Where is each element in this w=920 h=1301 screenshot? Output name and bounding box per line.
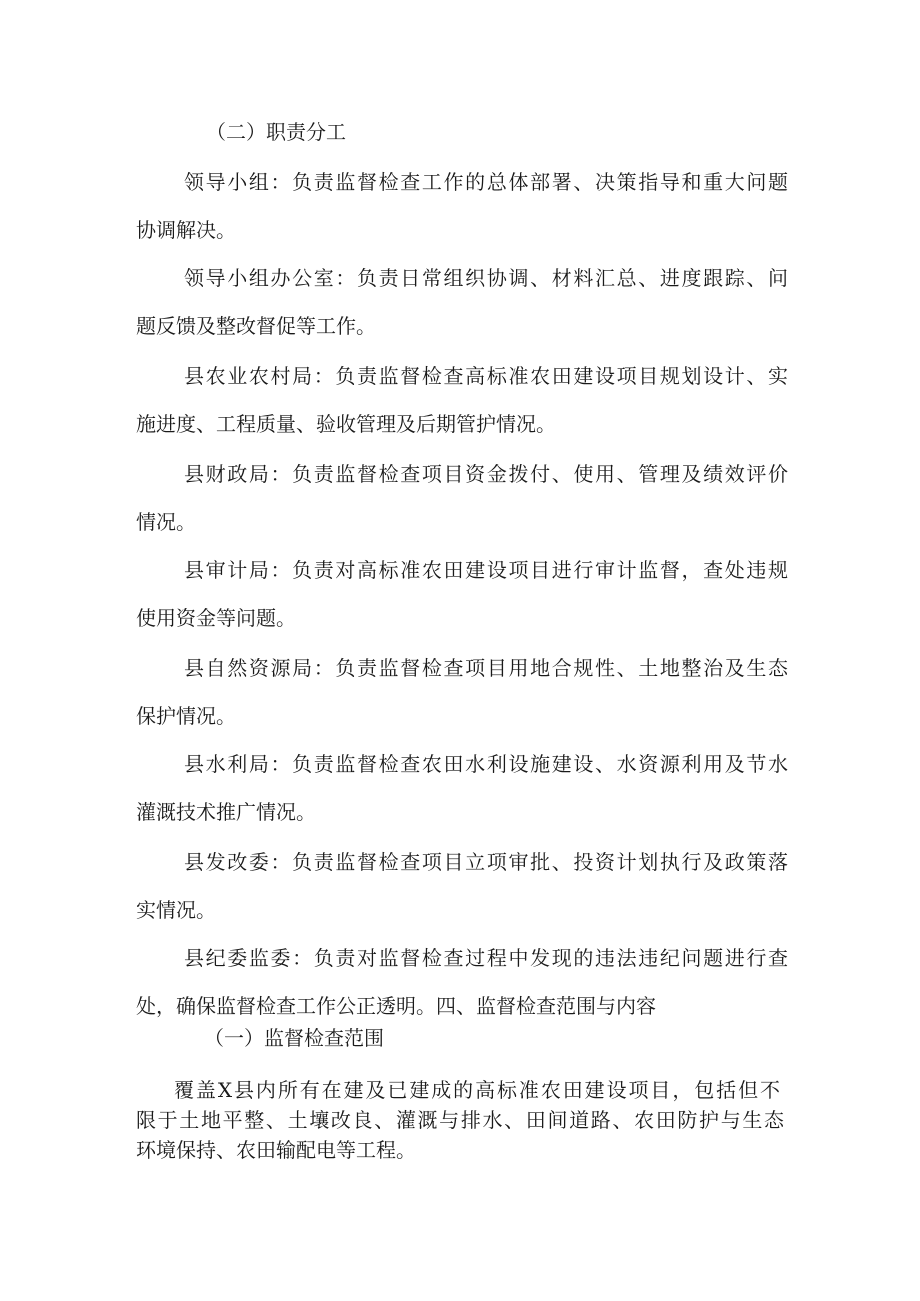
paragraph-line: 领导小组办公室：负责日常组织协调、材料汇总、进度跟踪、问 xyxy=(184,266,788,290)
paragraph-line: 限于土地平整、土壤改良、灌溉与排水、田间道路、农田防护与生态 xyxy=(136,1108,784,1132)
paragraph-line: 县水利局：负责监督检查农田水利设施建设、水资源利用及节水 xyxy=(184,752,788,776)
paragraph-line: 协调解决。 xyxy=(136,218,236,242)
paragraph-line: 实情况。 xyxy=(136,898,216,922)
paragraph-line: 使用资金等问题。 xyxy=(136,606,296,630)
paragraph-line: 县自然资源局：负责监督检查项目用地合规性、土地整治及生态 xyxy=(184,656,788,680)
paragraph-line: 保护情况。 xyxy=(136,704,236,728)
paragraph-line: 题反馈及整改督促等工作。 xyxy=(136,314,376,338)
paragraph-line: 县纪委监委：负责对监督检查过程中发现的违法违纪问题进行查 xyxy=(184,946,788,970)
paragraph-line: 施进度、工程质量、验收管理及后期管护情况。 xyxy=(136,412,556,436)
paragraph-line: 县财政局：负责监督检查项目资金拨付、使用、管理及绩效评价 xyxy=(184,462,788,486)
paragraph-line: 情况。 xyxy=(136,510,196,534)
paragraph-line: 县审计局：负责对高标准农田建设项目进行审计监督，查处违规 xyxy=(184,558,788,582)
paragraph-line: 领导小组：负责监督检查工作的总体部署、决策指导和重大问题 xyxy=(184,170,788,194)
paragraph-line: 县发改委：负责监督检查项目立项审批、投资计划执行及政策落 xyxy=(184,850,788,874)
section-heading: （二）职责分工 xyxy=(206,120,346,144)
sub-heading: （一）监督检查范围 xyxy=(204,1026,384,1050)
paragraph-line: 环境保持、农田输配电等工程。 xyxy=(136,1138,416,1162)
paragraph-line: 处，确保监督检查工作公正透明。四、监督检查范围与内容 xyxy=(136,994,656,1018)
paragraph-line: 县农业农村局：负责监督检查高标准农田建设项目规划设计、实 xyxy=(184,364,788,388)
paragraph-line: 覆盖X县内所有在建及已建成的高标准农田建设项目，包括但不 xyxy=(174,1078,780,1102)
paragraph-line: 灌溉技术推广情况。 xyxy=(136,800,316,824)
